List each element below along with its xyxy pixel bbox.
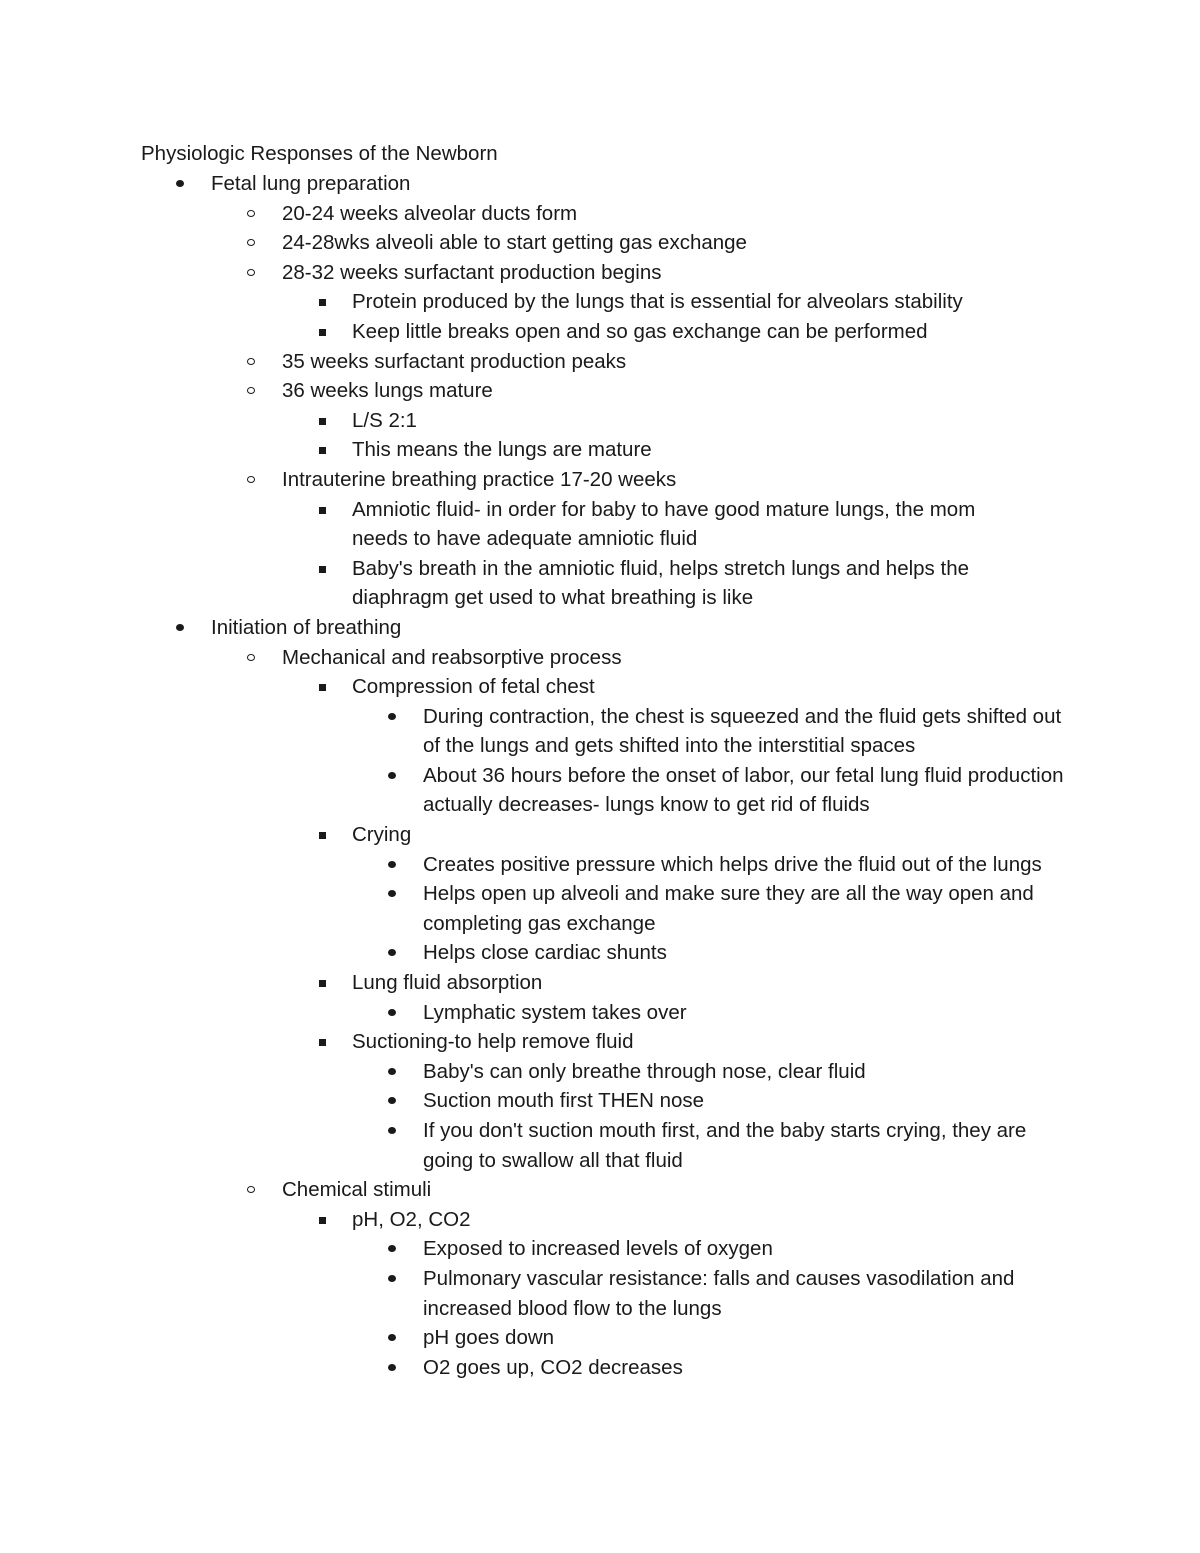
outline-item-text: Exposed to increased levels of oxygen bbox=[423, 1237, 773, 1261]
square-bullet-icon bbox=[315, 1027, 339, 1057]
disc-bullet-icon bbox=[386, 998, 410, 1028]
outline-item-text: 36 weeks lungs mature bbox=[282, 379, 493, 403]
document-title: Physiologic Responses of the Newborn bbox=[141, 142, 498, 165]
disc-bullet-icon bbox=[386, 1116, 410, 1146]
outline-item-text: Suction mouth first THEN nose bbox=[423, 1089, 705, 1113]
outline-item-level-1 bbox=[211, 613, 861, 643]
outline-item-level-2 bbox=[282, 199, 932, 229]
outline-item-text: pH goes down bbox=[423, 1326, 555, 1350]
outline-item-level-4 bbox=[423, 938, 1073, 968]
square-bullet-icon bbox=[315, 1205, 339, 1235]
outline-item-level-4 bbox=[423, 998, 1073, 1028]
circle-bullet-icon bbox=[245, 1175, 269, 1205]
outline-item-level-3 bbox=[352, 554, 1002, 613]
outline-item-level-3 bbox=[352, 1027, 1002, 1057]
outline-item-level-2 bbox=[282, 376, 932, 406]
disc-bullet-icon bbox=[386, 938, 410, 968]
outline-item-text: Mechanical and reabsorptive process bbox=[282, 645, 622, 669]
disc-bullet-icon bbox=[386, 1086, 410, 1116]
circle-bullet-icon bbox=[245, 228, 269, 258]
outline-item-text: 24-28wks alveoli able to start getting gas exchange bbox=[282, 231, 747, 255]
circle-bullet-icon bbox=[245, 199, 269, 229]
outline-item-level-3 bbox=[352, 1205, 1002, 1235]
outline-item-text: During contraction, the chest is squeezed and the fluid gets shifted out of the lungs and gets shifted into the interstitial spaces bbox=[423, 704, 1062, 758]
outline-item-text: Keep little breaks open and so gas exchange can be performed bbox=[352, 319, 928, 343]
disc-bullet-icon bbox=[386, 1057, 410, 1087]
circle-bullet-icon bbox=[245, 258, 269, 288]
square-bullet-icon bbox=[315, 406, 339, 436]
square-bullet-icon bbox=[315, 287, 339, 317]
outline-item-text: Initiation of breathing bbox=[211, 615, 402, 639]
outline-item-level-3 bbox=[352, 287, 1002, 317]
outline-item-level-2 bbox=[282, 228, 932, 258]
outline-item-text: 28-32 weeks surfactant production begins bbox=[282, 260, 662, 284]
outline-item-level-3 bbox=[352, 317, 1002, 347]
disc-bullet-icon bbox=[386, 1264, 410, 1294]
outline-item-text: Helps open up alveoli and make sure they are all the way open and completing gas exchange bbox=[423, 882, 1034, 935]
disc-bullet-icon bbox=[174, 169, 198, 199]
outline-item-text: Amniotic fluid- in order for baby to have good mature lungs, the mom needs to have adequate amniotic fluid bbox=[352, 497, 976, 551]
outline-item-level-4 bbox=[423, 1353, 1073, 1383]
outline-item-text: Fetal lung preparation bbox=[211, 172, 411, 195]
outline-item-level-3 bbox=[352, 435, 1002, 465]
circle-bullet-icon bbox=[245, 465, 269, 495]
outline-item-level-3 bbox=[352, 820, 1002, 850]
outline-item-level-3 bbox=[352, 968, 1002, 998]
outline-item-level-4 bbox=[423, 1086, 1073, 1116]
outline-item-text: Chemical stimuli bbox=[282, 1178, 432, 1202]
square-bullet-icon bbox=[315, 672, 339, 702]
outline-item-level-4 bbox=[423, 1057, 1073, 1087]
disc-bullet-icon bbox=[386, 761, 410, 791]
outline-item-text: Protein produced by the lungs that is essential for alveolars stability bbox=[352, 290, 963, 314]
disc-bullet-icon bbox=[386, 1353, 410, 1383]
outline-item-text: 20-24 weeks alveolar ducts form bbox=[282, 201, 578, 225]
outline-item-text: Creates positive pressure which helps drive the fluid out of the lungs bbox=[423, 852, 1042, 876]
outline-item-text: L/S 2:1 bbox=[352, 408, 417, 432]
outline-item-level-2 bbox=[282, 643, 932, 673]
outline-item-text: O2 goes up, CO2 decreases bbox=[423, 1355, 683, 1379]
outline-item-level-2 bbox=[282, 347, 932, 377]
circle-bullet-icon bbox=[245, 347, 269, 377]
outline-item-level-4 bbox=[423, 1234, 1073, 1264]
disc-bullet-icon bbox=[386, 1234, 410, 1264]
outline-item-level-4 bbox=[423, 879, 1073, 938]
square-bullet-icon bbox=[315, 820, 339, 850]
disc-bullet-icon bbox=[174, 613, 198, 643]
outline-item-text: Baby's breath in the amniotic fluid, helps stretch lungs and helps the diaphragm get used to what breathing is like bbox=[352, 556, 970, 610]
outline-item-text: Helps close cardiac shunts bbox=[423, 941, 667, 965]
outline-item-level-1 bbox=[211, 169, 861, 199]
square-bullet-icon bbox=[315, 435, 339, 465]
outline-item-level-4 bbox=[423, 1116, 1073, 1175]
outline-item-level-2 bbox=[282, 465, 932, 495]
outline-item-text: Suctioning-to help remove fluid bbox=[352, 1030, 634, 1054]
outline-item-text: Lymphatic system takes over bbox=[423, 1000, 687, 1024]
outline-item-level-4 bbox=[423, 702, 1073, 761]
disc-bullet-icon bbox=[386, 1323, 410, 1353]
outline-item-text: pH, O2, CO2 bbox=[352, 1207, 471, 1231]
circle-bullet-icon bbox=[245, 643, 269, 673]
outline-item-text: Crying bbox=[352, 823, 412, 847]
outline-item-level-4 bbox=[423, 1323, 1073, 1353]
outline-item-level-3 bbox=[352, 495, 1002, 554]
outline-item-level-4 bbox=[423, 1264, 1073, 1323]
outline-item-text: Baby's can only breathe through nose, clear fluid bbox=[423, 1059, 866, 1083]
outline-item-level-3 bbox=[352, 406, 1002, 436]
outline-item-text: Lung fluid absorption bbox=[352, 971, 543, 995]
outline-item-text: Pulmonary vascular resistance: falls and causes vasodilation and increased blood flow to the lungs bbox=[423, 1266, 1015, 1320]
outline-item-level-2 bbox=[282, 258, 932, 288]
outline-item-text: This means the lungs are mature bbox=[352, 438, 652, 462]
square-bullet-icon bbox=[315, 317, 339, 347]
outline-item-level-2 bbox=[282, 1175, 932, 1205]
disc-bullet-icon bbox=[386, 702, 410, 732]
square-bullet-icon bbox=[315, 968, 339, 998]
outline-item-text: Compression of fetal chest bbox=[352, 675, 595, 699]
outline-item-text: 35 weeks surfactant production peaks bbox=[282, 349, 627, 373]
square-bullet-icon bbox=[315, 495, 339, 525]
outline-item-text: About 36 hours before the onset of labor, our fetal lung fluid production actually decreases- lungs know to get rid of fluids bbox=[423, 763, 1064, 817]
outline-item-level-4 bbox=[423, 761, 1073, 820]
disc-bullet-icon bbox=[386, 879, 410, 909]
disc-bullet-icon bbox=[386, 850, 410, 880]
outline-item-level-3 bbox=[352, 672, 1002, 702]
outline-item-level-4 bbox=[423, 850, 1073, 880]
bullet-outline bbox=[0, 169, 1200, 1382]
circle-bullet-icon bbox=[245, 376, 269, 406]
outline-item-text: Intrauterine breathing practice 17-20 weeks bbox=[282, 467, 677, 491]
square-bullet-icon bbox=[315, 554, 339, 584]
outline-item-text: If you don't suction mouth first, and the baby starts crying, they are going to swallow all that fluid bbox=[423, 1119, 1027, 1172]
